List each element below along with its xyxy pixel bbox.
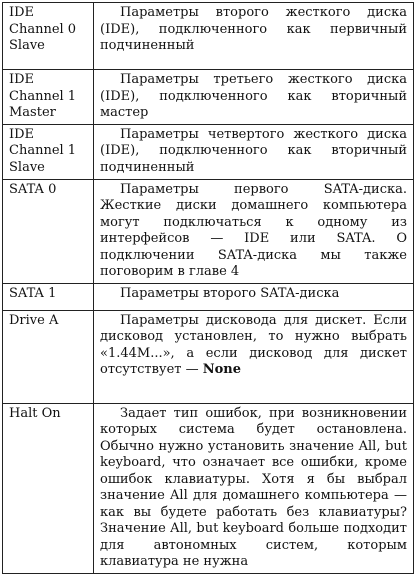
parameter-description: Задает тип ошибок, при возникновении которых система будет остановлена. Обычно нужно установить значение All, but keyboard, что означает все ошибки, кроме ошибок клавиатуры. Хотя я бы выбрал значение All для домашнего компьютера — как вы будете работать без клавиатуры? Значение All, but keyboard больше подходит для автономных систем, которым клавиатура не нужна: [94, 403, 414, 573]
parameter-name: [3, 70, 94, 125]
parameter-name-line: Halt On: [9, 405, 61, 421]
parameter-name: [3, 3, 94, 70]
parameter-description: Параметры второго жесткого диска (IDE), подключенного как первичный подчиненный: [94, 3, 414, 70]
parameter-name: [3, 124, 94, 179]
parameter-name-line: Channel 1: [9, 88, 77, 104]
parameter-name-line: IDE: [9, 126, 35, 142]
parameter-name-line: Slave: [9, 159, 45, 175]
parameter-name-line: Slave: [9, 38, 45, 53]
parameters-table: [2, 2, 414, 574]
parameter-name-line: Channel 0: [9, 21, 77, 37]
value-none: None: [202, 362, 242, 377]
parameter-name: [3, 403, 94, 573]
table-row: [3, 403, 414, 573]
table-row: [3, 70, 414, 125]
parameter-description: Параметры второго SATA-диска: [94, 283, 414, 310]
parameter-name-line: Drive A: [9, 312, 59, 328]
parameter-description: Параметры третьего жесткого диска (IDE), подключенного как вторичный мастер: [94, 70, 414, 125]
parameter-name: [3, 179, 94, 283]
table-row: [3, 124, 414, 179]
parameter-description: Параметры первого SATA-диска. Жесткие диски домашнего компьютера могут подключаться к одному из интерфейсов — IDE или SATA. О подключении SATA-диска мы также поговорим в главе 4: [94, 179, 414, 283]
parameter-name: [3, 310, 94, 403]
parameter-name-line: Channel 1: [9, 143, 77, 158]
parameter-name-line: Master: [9, 105, 56, 120]
table-row: [3, 310, 414, 403]
parameter-name-line: IDE: [9, 72, 35, 87]
parameter-name-line: SATA 1: [9, 285, 57, 301]
parameter-name: [3, 283, 94, 310]
parameter-description: [94, 310, 414, 403]
table-row: [3, 3, 414, 70]
table-row: [3, 179, 414, 283]
table-row: [3, 283, 414, 310]
description-text: Параметры дисковода для дискет. Если дисковод установлен, то нужно выбрать «1.44M...», а если дисковод для дискет отсутствует —: [100, 312, 407, 377]
parameter-name-line: IDE: [9, 5, 35, 20]
parameter-name-line: SATA 0: [9, 181, 57, 197]
parameter-description: Параметры четвертого жесткого диска (IDE), подключенного как вторичный подчиненный: [94, 124, 414, 179]
